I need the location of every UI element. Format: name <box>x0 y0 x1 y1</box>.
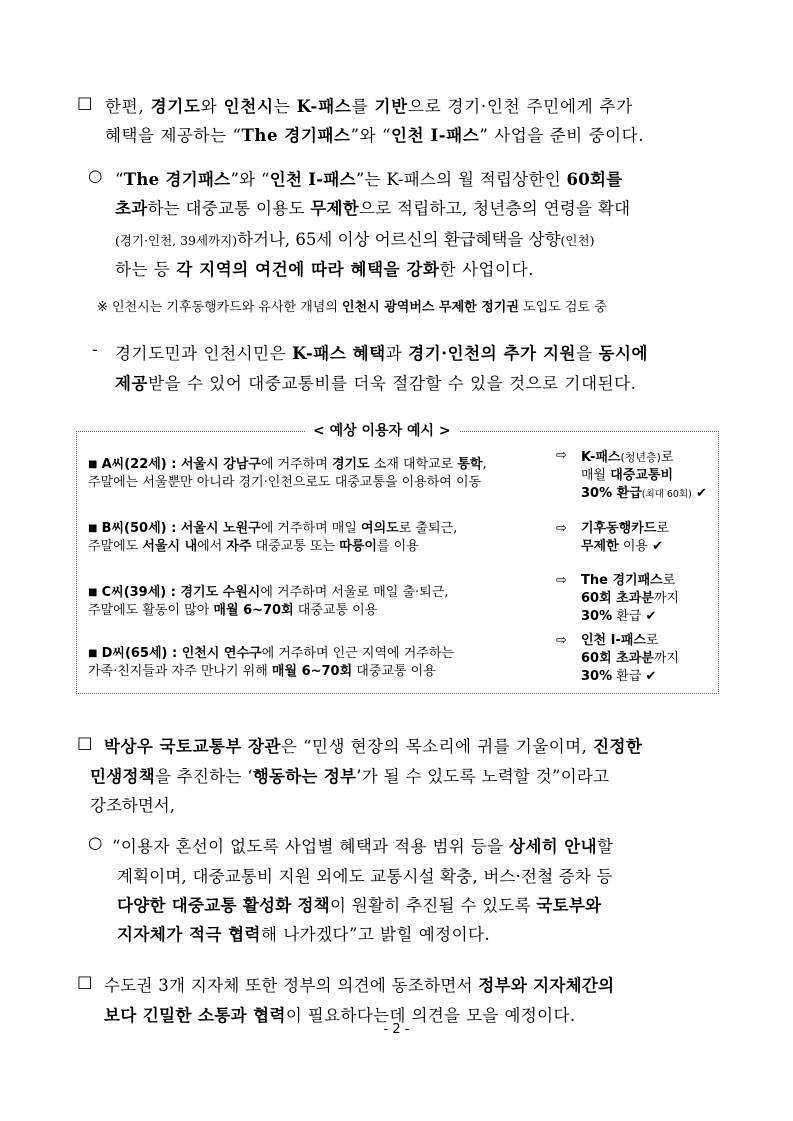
paragraph-line: 하는 등 각 지역의 여건에 따라 혜택을 강화한 사업이다. <box>115 260 534 279</box>
paragraph-line: 강조하면서, <box>90 796 175 815</box>
arrow-icon: ⇨ <box>556 573 567 588</box>
arrow-icon: ⇨ <box>556 448 567 463</box>
example-box-title: < 예상 이용자 예시 > <box>305 420 459 440</box>
note-line: ※ 인천시는 기후동행카드와 유사한 개념의 인천시 광역버스 무제한 정기권 도입도 검토 중 <box>97 300 607 315</box>
example-result: 인천 I-패스로 60회 초과분까지 30% 환급 ✔ <box>581 633 679 684</box>
circle-bullet: ○ <box>88 833 103 852</box>
paragraph-line: 초과하는 대중교통 이용도 무제한으로 적립하고, 청년층의 연령을 확대 <box>115 199 631 218</box>
paragraph-line: 민생정책을 추진하는 ‘행동하는 정부’가 될 수 있도록 노력할 것”이라고 <box>90 767 610 786</box>
arrow-icon: ⇨ <box>556 633 567 648</box>
example-row: ■ B씨(50세) : 서울시 노원구에 거주하며 매일 여의도로 출퇴근, 주말에도 서울시 내에서 자주 대중교통 또는 따릉이를 이용 <box>88 521 458 554</box>
paragraph-line: 보다 긴밀한 소통과 협력이 필요하다는데 의견을 모을 예정이다. <box>104 1006 576 1025</box>
paragraph-line: 계획이며, 대중교통비 지원 외에도 교통시설 확충, 버스·전철 증차 등 <box>117 867 613 886</box>
paragraph-line: 다양한 대중교통 활성화 정책이 원활히 추진될 수 있도록 국토부와 <box>117 896 602 915</box>
paragraph-line: 한편, 경기도와 인천시는 K-패스를 기반으로 경기·인천 주민에게 추가 <box>105 97 634 116</box>
paragraph-line: “이용자 혼선이 없도록 사업별 혜택과 적용 범위 등을 상세히 안내할 <box>112 837 614 856</box>
paragraph-line: 경기도민과 인천시민은 K-패스 혜택과 경기·인천의 추가 지원을 동시에 <box>115 344 649 363</box>
paragraph-line: 수도권 3개 지자체 또한 정부의 의견에 동조하면서 정부와 지자체간의 <box>104 976 615 995</box>
example-row: ■ A씨(22세) : 서울시 강남구에 거주하며 경기도 소재 대학교로 통학, 주말에는 서울뿐만 아니라 경기·인천으로도 대중교통을 이용하여 이동 <box>88 457 487 490</box>
paragraph-line: 제공받을 수 있어 대중교통비를 더욱 절감할 수 있을 것으로 기대된다. <box>115 374 637 393</box>
dash-bullet: - <box>92 340 98 359</box>
example-result: The 경기패스로 60회 초과분까지 30% 환급 ✔ <box>581 573 679 624</box>
paragraph-line: “The 경기패스”와 “인천 I-패스”는 K-패스의 월 적립상한인 60회를 <box>115 170 623 189</box>
arrow-icon: ⇨ <box>556 521 567 536</box>
paragraph-line: 박상우 국토교통부 장관은 “민생 현장의 목소리에 귀를 기울이며, 진정한 <box>104 737 643 756</box>
paragraph-line: 지자체가 적극 협력해 나가겠다”고 밝힐 예정이다. <box>117 925 491 944</box>
paragraph-line: (경기·인천, 39세까지)하거나, 65세 이상 어르신의 환급혜택을 상향(인천) <box>115 230 595 249</box>
example-result: 기후동행카드로 무제한 이용 ✔ <box>581 521 669 554</box>
paragraph-line: 혜택을 제공하는 “The 경기패스”와 “인천 I-패스” 사업을 준비 중이다. <box>105 126 645 145</box>
check-icon: ✔ <box>641 669 657 684</box>
square-bullet: □ <box>77 733 93 752</box>
check-icon: ✔ <box>641 609 657 624</box>
circle-bullet: ○ <box>88 166 103 185</box>
example-result: K-패스(청년층)로 매월 대중교통비 30% 환급(최대 60회) ✔ <box>581 450 707 501</box>
example-row: ■ C씨(39세) : 경기도 수원시에 거주하며 서울로 매일 출·퇴근, 주말에도 활동이 많아 매월 6~70회 대중교통 이용 <box>88 585 449 618</box>
square-bullet: □ <box>77 972 93 991</box>
check-icon: ✔ <box>691 486 707 501</box>
square-bullet: □ <box>77 93 93 112</box>
page-number: - 2 - <box>383 1022 410 1037</box>
example-row: ■ D씨(65세) : 인천시 연수구에 거주하며 인근 지역에 거주하는 가족·친지들과 자주 만나기 위해 매월 6~70회 대중교통 이용 <box>88 646 454 679</box>
check-icon: ✔ <box>647 539 663 554</box>
